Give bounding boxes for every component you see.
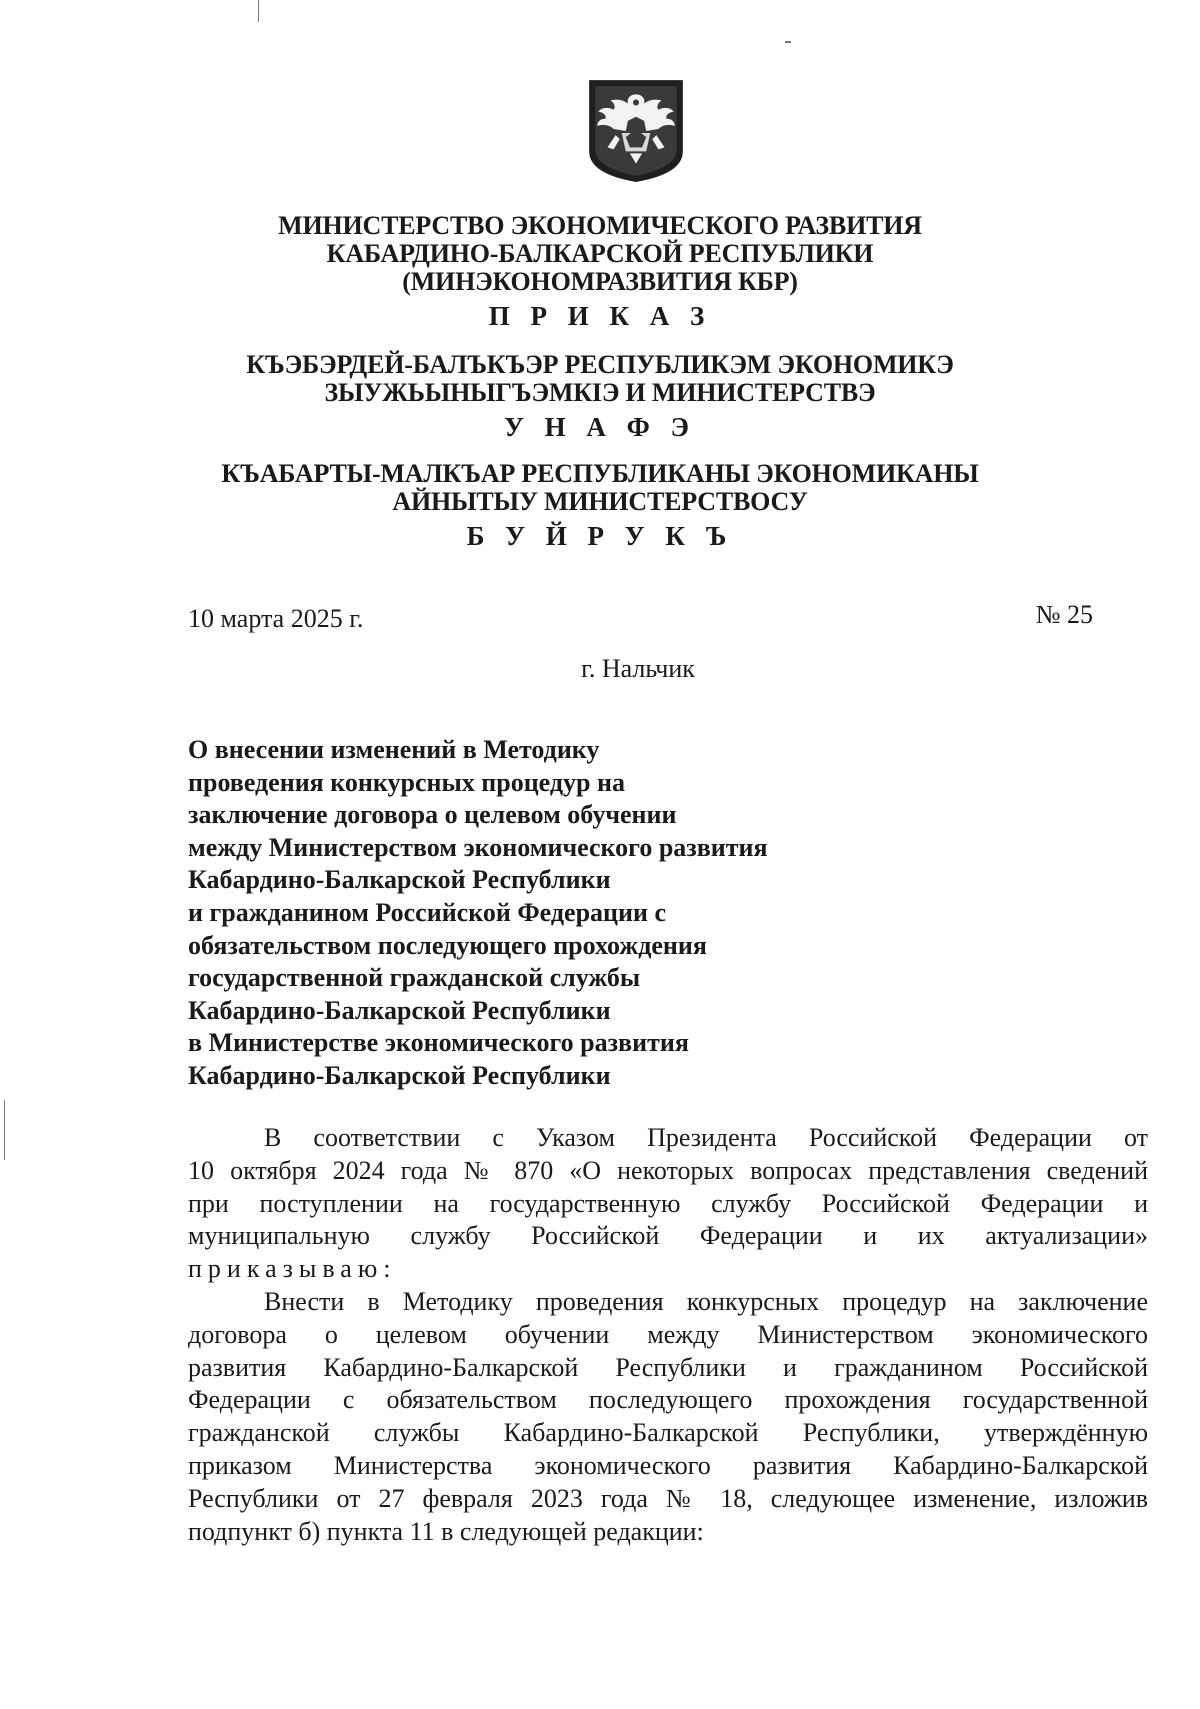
- header-krc: [0, 460, 1200, 550]
- header-kbd-line: ЗЫУЖЬЫНЫГЪЭМКIЭ И МИНИСТЕРСТВЭ: [324, 378, 876, 407]
- scan-mark: [258, 0, 259, 22]
- scan-mark: [4, 1100, 5, 1160]
- body-line: Внести в Методику проведения конкурсных процедур на заключение: [264, 1286, 1148, 1316]
- body-line: развития Кабардино-Балкарской Республики и гражданином Российской: [188, 1352, 1148, 1382]
- body-line: гражданской службы Кабардино-Балкарской Республики, утверждённую: [188, 1418, 1148, 1448]
- body-line: договора о целевом обучении между Министерством экономического: [188, 1319, 1148, 1349]
- coat-of-arms-icon: [585, 76, 687, 184]
- header-ru: [0, 212, 1200, 330]
- document-city: г. Нальчик: [581, 654, 695, 683]
- body-line: приказом Министерства экономического развития Кабардино-Балкарской: [188, 1450, 1148, 1480]
- title-line: обязательством последующего прохождения: [188, 930, 707, 960]
- header-kbd: [0, 351, 1200, 441]
- document-title: [188, 734, 948, 1093]
- title-line: между Министерством экономического развития: [188, 832, 768, 862]
- header-krc-line: АЙНЫТЫУ МИНИСТЕРСТВОСУ: [392, 487, 808, 516]
- document-number: № 25: [1035, 600, 1093, 629]
- doc-type-kbd: У Н А Ф Э: [504, 412, 696, 442]
- body-line: В соответствии с Указом Президента Российской Федерации от: [264, 1123, 1148, 1152]
- header-ru-line: КАБАРДИНО-БАЛКАРСКОЙ РЕСПУБЛИКИ: [326, 239, 874, 268]
- header-kbd-line: КЪЭБЭРДЕЙ-БАЛЪКЪЭР РЕСПУБЛИКЭМ ЭКОНОМИКЭ: [246, 350, 954, 379]
- title-line: государственной гражданской службы: [188, 963, 641, 993]
- header-krc-line: КЪАБАРТЫ-МАЛКЪАР РЕСПУБЛИКАНЫ ЭКОНОМИКАНЫ: [221, 459, 979, 488]
- document-date: 10 марта 2025 г.: [188, 604, 364, 633]
- body-line: муниципальную службу Российской Федерации и их актуализации»: [188, 1221, 1148, 1251]
- orders-word: приказываю:: [188, 1254, 397, 1284]
- header-ru-line: МИНИСТЕРСТВО ЭКОНОМИЧЕСКОГО РАЗВИТИЯ: [278, 211, 922, 240]
- scan-mark: [785, 41, 791, 43]
- title-line: Кабардино-Балкарской Республики: [188, 995, 611, 1025]
- doc-type-krc: Б У Й Р У К Ъ: [466, 521, 734, 551]
- title-line: О внесении изменений в Методику: [188, 735, 600, 764]
- title-line: Кабардино-Балкарской Республики: [188, 865, 611, 895]
- document-body: [188, 1122, 1148, 1548]
- title-line: заключение договора о целевом обучении: [188, 800, 677, 830]
- body-line: Республики от 27 февраля 2023 года № 18, следующее изменение, изложив: [188, 1483, 1148, 1513]
- title-line: проведения конкурсных процедур на: [188, 767, 625, 797]
- title-line: и гражданином Российской Федерации с: [188, 897, 667, 927]
- body-line: подпункт б) пункта 11 в следующей редакции:: [188, 1516, 704, 1546]
- body-line: при поступлении на государственную службу Российской Федерации и: [188, 1188, 1148, 1218]
- title-line: Кабардино-Балкарской Республики: [188, 1060, 611, 1090]
- body-line: Федерации с обязательством последующего прохождения государственной: [188, 1385, 1148, 1415]
- title-line: в Министерстве экономического развития: [188, 1028, 689, 1058]
- header-ru-line: (МИНЭКОНОМРАЗВИТИЯ КБР): [402, 267, 798, 296]
- body-line: 10 октября 2024 года № 870 «О некоторых вопросах представления сведений: [188, 1155, 1148, 1185]
- doc-type-ru: П Р И К А З: [488, 301, 712, 331]
